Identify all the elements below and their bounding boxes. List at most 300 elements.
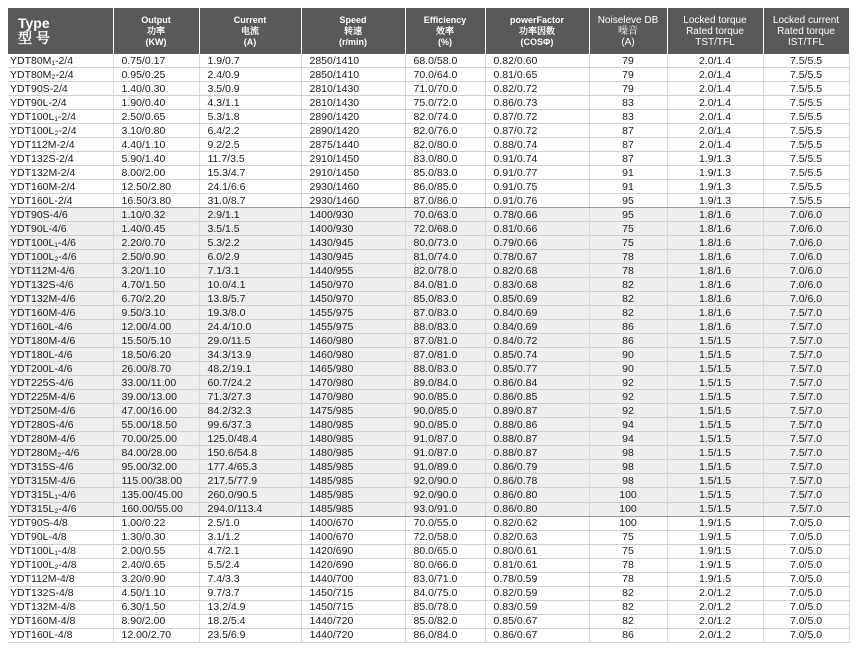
cell-type: YDT315S-4/6 bbox=[8, 460, 113, 474]
cell-noise: 86 bbox=[589, 320, 667, 334]
cell-current: 18.2/5.4 bbox=[199, 614, 301, 628]
cell-current: 15.3/4.7 bbox=[199, 166, 301, 180]
cell-noise: 90 bbox=[589, 348, 667, 362]
cell-speed: 1480/985 bbox=[301, 432, 405, 446]
cell-type: YDT225M-4/6 bbox=[8, 390, 113, 404]
cell-locked-torque: 1.9/1.3 bbox=[667, 166, 763, 180]
cell-speed: 1450/970 bbox=[301, 292, 405, 306]
cell-locked-current: 7.5/5.5 bbox=[763, 152, 849, 166]
cell-current: 260.0/90.5 bbox=[199, 488, 301, 502]
cell-power-factor: 0.80/0.61 bbox=[485, 544, 589, 558]
cell-noise: 78 bbox=[589, 264, 667, 278]
cell-locked-torque: 1.9/1.3 bbox=[667, 152, 763, 166]
table-row bbox=[8, 558, 849, 572]
cell-current: 7.4/3.3 bbox=[199, 572, 301, 586]
table-row bbox=[8, 68, 849, 82]
cell-type: YDT100L₁-4/8 bbox=[8, 544, 113, 558]
cell-locked-current: 7.5/7.0 bbox=[763, 334, 849, 348]
cell-noise: 98 bbox=[589, 460, 667, 474]
cell-efficiency: 88.0/83.0 bbox=[405, 362, 485, 376]
cell-noise: 75 bbox=[589, 222, 667, 236]
cell-efficiency: 91.0/87.0 bbox=[405, 446, 485, 460]
cell-efficiency: 86.0/85.0 bbox=[405, 180, 485, 194]
cell-locked-torque: 1.5/1.5 bbox=[667, 460, 763, 474]
cell-locked-current: 7.5/7.0 bbox=[763, 488, 849, 502]
cell-locked-current: 7.0/6.0 bbox=[763, 236, 849, 250]
cell-power-factor: 0.86/0.85 bbox=[485, 390, 589, 404]
cell-type: YDT90L-2/4 bbox=[8, 96, 113, 110]
cell-locked-torque: 2.0/1.2 bbox=[667, 600, 763, 614]
cell-current: 71.3/27.3 bbox=[199, 390, 301, 404]
cell-power-factor: 0.86/0.78 bbox=[485, 474, 589, 488]
cell-power-factor: 0.86/0.80 bbox=[485, 488, 589, 502]
cell-power-factor: 0.85/0.67 bbox=[485, 614, 589, 628]
cell-output: 12.00/4.00 bbox=[113, 320, 199, 334]
cell-output: 15.50/5.10 bbox=[113, 334, 199, 348]
cell-locked-torque: 1.8/1.6 bbox=[667, 236, 763, 250]
cell-type: YDT315M-4/6 bbox=[8, 474, 113, 488]
table-row bbox=[8, 432, 849, 446]
header-power-factor-cn: 功率因数 bbox=[518, 25, 555, 36]
cell-current: 6.0/2.9 bbox=[199, 250, 301, 264]
cell-efficiency: 87.0/81.0 bbox=[405, 348, 485, 362]
cell-speed: 1485/985 bbox=[301, 502, 405, 516]
cell-locked-current: 7.5/7.0 bbox=[763, 418, 849, 432]
header-noise bbox=[589, 8, 667, 54]
cell-type: YDT180L-4/6 bbox=[8, 348, 113, 362]
cell-type: YDT132S-4/8 bbox=[8, 586, 113, 600]
cell-power-factor: 0.81/0.66 bbox=[485, 222, 589, 236]
cell-output: 1.40/0.30 bbox=[113, 82, 199, 96]
cell-current: 60.7/24.2 bbox=[199, 376, 301, 390]
table-row bbox=[8, 306, 849, 320]
cell-locked-torque: 1.5/1.5 bbox=[667, 390, 763, 404]
cell-efficiency: 80.0/73.0 bbox=[405, 236, 485, 250]
cell-speed: 1420/690 bbox=[301, 558, 405, 572]
cell-output: 55.00/18.50 bbox=[113, 418, 199, 432]
header-locked-current-l3: IST/TFL bbox=[787, 36, 825, 48]
cell-current: 125.0/48.4 bbox=[199, 432, 301, 446]
cell-power-factor: 0.88/0.86 bbox=[485, 418, 589, 432]
cell-type: YDT112M-4/8 bbox=[8, 572, 113, 586]
cell-output: 1.30/0.30 bbox=[113, 530, 199, 544]
cell-speed: 1485/985 bbox=[301, 460, 405, 474]
header-output bbox=[113, 8, 199, 54]
cell-current: 5.3/2.2 bbox=[199, 236, 301, 250]
cell-current: 3.5/1.5 bbox=[199, 222, 301, 236]
cell-noise: 78 bbox=[589, 558, 667, 572]
cell-locked-torque: 1.9/1.3 bbox=[667, 180, 763, 194]
table-row bbox=[8, 180, 849, 194]
cell-current: 6.4/2.2 bbox=[199, 124, 301, 138]
cell-locked-torque: 1.5/1.5 bbox=[667, 348, 763, 362]
header-efficiency bbox=[405, 8, 485, 54]
cell-type: YDT160M-4/8 bbox=[8, 614, 113, 628]
cell-locked-torque: 1.9/1.5 bbox=[667, 516, 763, 530]
cell-locked-current: 7.0/5.0 bbox=[763, 600, 849, 614]
cell-locked-current: 7.5/7.0 bbox=[763, 502, 849, 516]
cell-power-factor: 0.86/0.79 bbox=[485, 460, 589, 474]
cell-speed: 1475/985 bbox=[301, 404, 405, 418]
cell-power-factor: 0.81/0.65 bbox=[485, 68, 589, 82]
header-type-cn: 型 号 bbox=[18, 30, 50, 46]
table-row bbox=[8, 320, 849, 334]
cell-locked-current: 7.5/5.5 bbox=[763, 194, 849, 208]
cell-noise: 86 bbox=[589, 628, 667, 642]
cell-output: 3.20/1.10 bbox=[113, 264, 199, 278]
cell-efficiency: 72.0/58.0 bbox=[405, 530, 485, 544]
cell-noise: 90 bbox=[589, 362, 667, 376]
header-power-factor bbox=[485, 8, 589, 54]
cell-power-factor: 0.78/0.67 bbox=[485, 250, 589, 264]
cell-locked-current: 7.0/5.0 bbox=[763, 586, 849, 600]
header-locked-torque bbox=[667, 8, 763, 54]
cell-speed: 1400/930 bbox=[301, 208, 405, 222]
table-row bbox=[8, 250, 849, 264]
cell-output: 2.40/0.65 bbox=[113, 558, 199, 572]
table-row bbox=[8, 54, 849, 68]
cell-speed: 1430/945 bbox=[301, 236, 405, 250]
cell-efficiency: 71.0/70.0 bbox=[405, 82, 485, 96]
cell-output: 6.30/1.50 bbox=[113, 600, 199, 614]
cell-locked-current: 7.5/7.0 bbox=[763, 376, 849, 390]
cell-output: 47.00/16.00 bbox=[113, 404, 199, 418]
cell-output: 4.40/1.10 bbox=[113, 138, 199, 152]
cell-efficiency: 84.0/75.0 bbox=[405, 586, 485, 600]
cell-type: YDT315L₁-4/6 bbox=[8, 488, 113, 502]
cell-locked-torque: 1.9/1.5 bbox=[667, 544, 763, 558]
cell-efficiency: 85.0/82.0 bbox=[405, 614, 485, 628]
cell-efficiency: 84.0/81.0 bbox=[405, 278, 485, 292]
cell-speed: 1455/975 bbox=[301, 306, 405, 320]
cell-efficiency: 90.0/85.0 bbox=[405, 404, 485, 418]
cell-efficiency: 87.0/86.0 bbox=[405, 194, 485, 208]
cell-output: 3.10/0.80 bbox=[113, 124, 199, 138]
cell-type: YDT132S-4/6 bbox=[8, 278, 113, 292]
cell-noise: 82 bbox=[589, 614, 667, 628]
cell-output: 16.50/3.80 bbox=[113, 194, 199, 208]
cell-current: 3.1/1.2 bbox=[199, 530, 301, 544]
cell-speed: 1440/955 bbox=[301, 264, 405, 278]
cell-type: YDT280M₂-4/6 bbox=[8, 446, 113, 460]
table-row bbox=[8, 362, 849, 376]
cell-output: 1.10/0.32 bbox=[113, 208, 199, 222]
cell-type: YDT90S-2/4 bbox=[8, 82, 113, 96]
cell-output: 18.50/6.20 bbox=[113, 348, 199, 362]
cell-noise: 92 bbox=[589, 390, 667, 404]
header-speed bbox=[301, 8, 405, 54]
cell-locked-torque: 2.0/1.4 bbox=[667, 138, 763, 152]
cell-speed: 1485/985 bbox=[301, 488, 405, 502]
cell-output: 0.95/0.25 bbox=[113, 68, 199, 82]
header-current-cn: 电流 bbox=[240, 25, 259, 36]
cell-output: 1.40/0.45 bbox=[113, 222, 199, 236]
cell-efficiency: 72.0/68.0 bbox=[405, 222, 485, 236]
cell-current: 99.6/37.3 bbox=[199, 418, 301, 432]
cell-speed: 1470/980 bbox=[301, 376, 405, 390]
cell-speed: 2850/1410 bbox=[301, 68, 405, 82]
cell-output: 8.90/2.00 bbox=[113, 614, 199, 628]
cell-type: YDT315L₂-4/6 bbox=[8, 502, 113, 516]
cell-locked-current: 7.0/5.0 bbox=[763, 558, 849, 572]
cell-current: 13.8/5.7 bbox=[199, 292, 301, 306]
cell-power-factor: 0.86/0.73 bbox=[485, 96, 589, 110]
table-row bbox=[8, 600, 849, 614]
table-row bbox=[8, 222, 849, 236]
cell-current: 217.5/77.9 bbox=[199, 474, 301, 488]
cell-locked-current: 7.5/5.5 bbox=[763, 82, 849, 96]
cell-type: YDT132M-4/8 bbox=[8, 600, 113, 614]
cell-locked-torque: 1.8/1.6 bbox=[667, 250, 763, 264]
cell-locked-torque: 1.5/1.5 bbox=[667, 404, 763, 418]
cell-noise: 86 bbox=[589, 334, 667, 348]
table-row bbox=[8, 166, 849, 180]
cell-locked-current: 7.5/5.5 bbox=[763, 138, 849, 152]
table-row bbox=[8, 502, 849, 516]
cell-efficiency: 91.0/89.0 bbox=[405, 460, 485, 474]
table-row bbox=[8, 334, 849, 348]
cell-current: 84.2/32.3 bbox=[199, 404, 301, 418]
cell-type: YDT225S-4/6 bbox=[8, 376, 113, 390]
table-row bbox=[8, 418, 849, 432]
cell-locked-current: 7.5/7.0 bbox=[763, 362, 849, 376]
cell-power-factor: 0.78/0.59 bbox=[485, 572, 589, 586]
header-type bbox=[8, 8, 113, 54]
table-row bbox=[8, 278, 849, 292]
table-row bbox=[8, 194, 849, 208]
cell-locked-torque: 2.0/1.4 bbox=[667, 68, 763, 82]
cell-efficiency: 92.0/90.0 bbox=[405, 474, 485, 488]
cell-speed: 2810/1430 bbox=[301, 96, 405, 110]
motor-spec-table-container bbox=[8, 8, 849, 643]
table-row bbox=[8, 138, 849, 152]
table-row bbox=[8, 390, 849, 404]
table-row bbox=[8, 152, 849, 166]
cell-current: 177.4/65.3 bbox=[199, 460, 301, 474]
header-speed-unit: (r/min) bbox=[339, 36, 367, 47]
cell-locked-torque: 1.5/1.5 bbox=[667, 488, 763, 502]
cell-power-factor: 0.87/0.72 bbox=[485, 110, 589, 124]
table-row bbox=[8, 516, 849, 530]
cell-output: 39.00/13.00 bbox=[113, 390, 199, 404]
cell-current: 23.5/6.9 bbox=[199, 628, 301, 642]
cell-efficiency: 70.0/63.0 bbox=[405, 208, 485, 222]
cell-type: YDT100L₁-4/6 bbox=[8, 236, 113, 250]
table-row bbox=[8, 124, 849, 138]
cell-speed: 2810/1430 bbox=[301, 82, 405, 96]
cell-power-factor: 0.82/0.59 bbox=[485, 586, 589, 600]
cell-noise: 82 bbox=[589, 306, 667, 320]
cell-noise: 82 bbox=[589, 586, 667, 600]
cell-noise: 79 bbox=[589, 82, 667, 96]
cell-speed: 2875/1440 bbox=[301, 138, 405, 152]
table-row bbox=[8, 96, 849, 110]
header-locked-torque-l2: Rated torque bbox=[686, 25, 744, 37]
cell-locked-torque: 2.0/1.4 bbox=[667, 124, 763, 138]
cell-current: 24.4/10.0 bbox=[199, 320, 301, 334]
cell-locked-current: 7.5/7.0 bbox=[763, 460, 849, 474]
cell-output: 8.00/2.00 bbox=[113, 166, 199, 180]
header-locked-torque-l3: TST/TFL bbox=[695, 36, 735, 48]
cell-current: 34.3/13.9 bbox=[199, 348, 301, 362]
cell-output: 12.00/2.70 bbox=[113, 628, 199, 642]
cell-noise: 100 bbox=[589, 502, 667, 516]
cell-output: 2.20/0.70 bbox=[113, 236, 199, 250]
cell-type: YDT250M-4/6 bbox=[8, 404, 113, 418]
cell-type: YDT112M-4/6 bbox=[8, 264, 113, 278]
cell-output: 2.50/0.65 bbox=[113, 110, 199, 124]
cell-locked-current: 7.5/5.5 bbox=[763, 166, 849, 180]
cell-efficiency: 89.0/84.0 bbox=[405, 376, 485, 390]
cell-locked-current: 7.5/5.5 bbox=[763, 68, 849, 82]
cell-locked-torque: 1.5/1.5 bbox=[667, 446, 763, 460]
cell-locked-current: 7.5/5.5 bbox=[763, 124, 849, 138]
cell-type: YDT132S-2/4 bbox=[8, 152, 113, 166]
cell-efficiency: 75.0/72.0 bbox=[405, 96, 485, 110]
cell-noise: 92 bbox=[589, 376, 667, 390]
cell-type: YDT100L₁-2/4 bbox=[8, 110, 113, 124]
cell-current: 19.3/8.0 bbox=[199, 306, 301, 320]
cell-current: 5.3/1.8 bbox=[199, 110, 301, 124]
cell-power-factor: 0.82/0.60 bbox=[485, 54, 589, 68]
cell-speed: 1440/700 bbox=[301, 572, 405, 586]
cell-locked-torque: 2.0/1.4 bbox=[667, 54, 763, 68]
header-output-en: Output bbox=[141, 14, 171, 25]
cell-current: 294.0/113.4 bbox=[199, 502, 301, 516]
table-row bbox=[8, 572, 849, 586]
cell-noise: 95 bbox=[589, 194, 667, 208]
cell-efficiency: 82.0/76.0 bbox=[405, 124, 485, 138]
cell-efficiency: 70.0/55.0 bbox=[405, 516, 485, 530]
cell-noise: 82 bbox=[589, 600, 667, 614]
cell-current: 4.7/2.1 bbox=[199, 544, 301, 558]
cell-locked-current: 7.5/7.0 bbox=[763, 474, 849, 488]
table-row bbox=[8, 614, 849, 628]
table-row bbox=[8, 530, 849, 544]
cell-power-factor: 0.86/0.84 bbox=[485, 376, 589, 390]
cell-type: YDT80M₂-2/4 bbox=[8, 68, 113, 82]
table-row bbox=[8, 404, 849, 418]
table-row bbox=[8, 376, 849, 390]
cell-output: 9.50/3.10 bbox=[113, 306, 199, 320]
cell-speed: 1450/715 bbox=[301, 600, 405, 614]
cell-speed: 1420/690 bbox=[301, 544, 405, 558]
cell-current: 5.5/2.4 bbox=[199, 558, 301, 572]
cell-efficiency: 68.0/58.0 bbox=[405, 54, 485, 68]
cell-locked-current: 7.0/5.0 bbox=[763, 530, 849, 544]
cell-locked-current: 7.0/6.0 bbox=[763, 292, 849, 306]
cell-efficiency: 91.0/87.0 bbox=[405, 432, 485, 446]
cell-power-factor: 0.86/0.67 bbox=[485, 628, 589, 642]
cell-locked-torque: 1.5/1.5 bbox=[667, 502, 763, 516]
cell-locked-torque: 2.0/1.2 bbox=[667, 628, 763, 642]
cell-output: 2.00/0.55 bbox=[113, 544, 199, 558]
cell-output: 84.00/28.00 bbox=[113, 446, 199, 460]
cell-locked-current: 7.0/6.0 bbox=[763, 250, 849, 264]
cell-output: 26.00/8.70 bbox=[113, 362, 199, 376]
cell-power-factor: 0.79/0.66 bbox=[485, 236, 589, 250]
cell-locked-current: 7.0/5.0 bbox=[763, 572, 849, 586]
cell-locked-current: 7.5/7.0 bbox=[763, 348, 849, 362]
cell-type: YDT160L-2/4 bbox=[8, 194, 113, 208]
cell-power-factor: 0.88/0.74 bbox=[485, 138, 589, 152]
header-locked-torque-l1: Locked torque bbox=[683, 14, 747, 26]
cell-locked-current: 7.5/5.5 bbox=[763, 180, 849, 194]
header-speed-en: Speed bbox=[339, 14, 367, 25]
cell-locked-current: 7.0/6.0 bbox=[763, 278, 849, 292]
cell-noise: 98 bbox=[589, 474, 667, 488]
cell-locked-torque: 1.8/1.6 bbox=[667, 292, 763, 306]
cell-type: YDT80M₁-2/4 bbox=[8, 54, 113, 68]
cell-noise: 87 bbox=[589, 152, 667, 166]
cell-noise: 87 bbox=[589, 138, 667, 152]
cell-speed: 1450/715 bbox=[301, 586, 405, 600]
cell-type: YDT132M-2/4 bbox=[8, 166, 113, 180]
cell-current: 11.7/3.5 bbox=[199, 152, 301, 166]
table-header bbox=[8, 8, 849, 54]
header-efficiency-unit: (%) bbox=[438, 36, 452, 47]
cell-power-factor: 0.83/0.59 bbox=[485, 600, 589, 614]
cell-locked-torque: 1.8/1.6 bbox=[667, 264, 763, 278]
header-type-en: Type bbox=[18, 15, 50, 31]
cell-power-factor: 0.85/0.74 bbox=[485, 348, 589, 362]
cell-locked-current: 7.0/5.0 bbox=[763, 544, 849, 558]
header-output-cn: 功率 bbox=[146, 25, 165, 36]
cell-locked-torque: 1.9/1.5 bbox=[667, 558, 763, 572]
table-row bbox=[8, 460, 849, 474]
cell-current: 48.2/19.1 bbox=[199, 362, 301, 376]
cell-efficiency: 70.0/64.0 bbox=[405, 68, 485, 82]
cell-current: 2.5/1.0 bbox=[199, 516, 301, 530]
cell-type: YDT280S-4/6 bbox=[8, 418, 113, 432]
cell-noise: 75 bbox=[589, 544, 667, 558]
cell-locked-torque: 1.5/1.5 bbox=[667, 474, 763, 488]
cell-output: 1.00/0.22 bbox=[113, 516, 199, 530]
cell-type: YDT160M-2/4 bbox=[8, 180, 113, 194]
cell-noise: 91 bbox=[589, 166, 667, 180]
cell-noise: 94 bbox=[589, 432, 667, 446]
cell-locked-torque: 1.8/1.6 bbox=[667, 306, 763, 320]
cell-type: YDT280M-4/6 bbox=[8, 432, 113, 446]
cell-speed: 2910/1450 bbox=[301, 152, 405, 166]
cell-power-factor: 0.82/0.63 bbox=[485, 530, 589, 544]
cell-noise: 78 bbox=[589, 250, 667, 264]
cell-noise: 83 bbox=[589, 110, 667, 124]
header-row bbox=[8, 8, 849, 54]
cell-power-factor: 0.84/0.69 bbox=[485, 320, 589, 334]
cell-speed: 1430/945 bbox=[301, 250, 405, 264]
cell-power-factor: 0.88/0.87 bbox=[485, 432, 589, 446]
cell-type: YDT180M-4/6 bbox=[8, 334, 113, 348]
cell-output: 70.00/25.00 bbox=[113, 432, 199, 446]
table-row bbox=[8, 348, 849, 362]
header-noise-cn: 噪音 bbox=[618, 25, 638, 37]
cell-locked-current: 7.5/7.0 bbox=[763, 390, 849, 404]
cell-efficiency: 87.0/81.0 bbox=[405, 334, 485, 348]
cell-output: 33.00/11.00 bbox=[113, 376, 199, 390]
cell-noise: 79 bbox=[589, 68, 667, 82]
cell-locked-torque: 2.0/1.4 bbox=[667, 82, 763, 96]
header-noise-en: Noiseleve DB bbox=[597, 14, 659, 26]
cell-locked-current: 7.5/7.0 bbox=[763, 404, 849, 418]
cell-current: 2.4/0.9 bbox=[199, 68, 301, 82]
cell-efficiency: 83.0/71.0 bbox=[405, 572, 485, 586]
cell-locked-current: 7.5/7.0 bbox=[763, 432, 849, 446]
cell-output: 160.00/55.00 bbox=[113, 502, 199, 516]
cell-efficiency: 85.0/83.0 bbox=[405, 166, 485, 180]
cell-locked-current: 7.0/6.0 bbox=[763, 222, 849, 236]
cell-speed: 1465/980 bbox=[301, 362, 405, 376]
